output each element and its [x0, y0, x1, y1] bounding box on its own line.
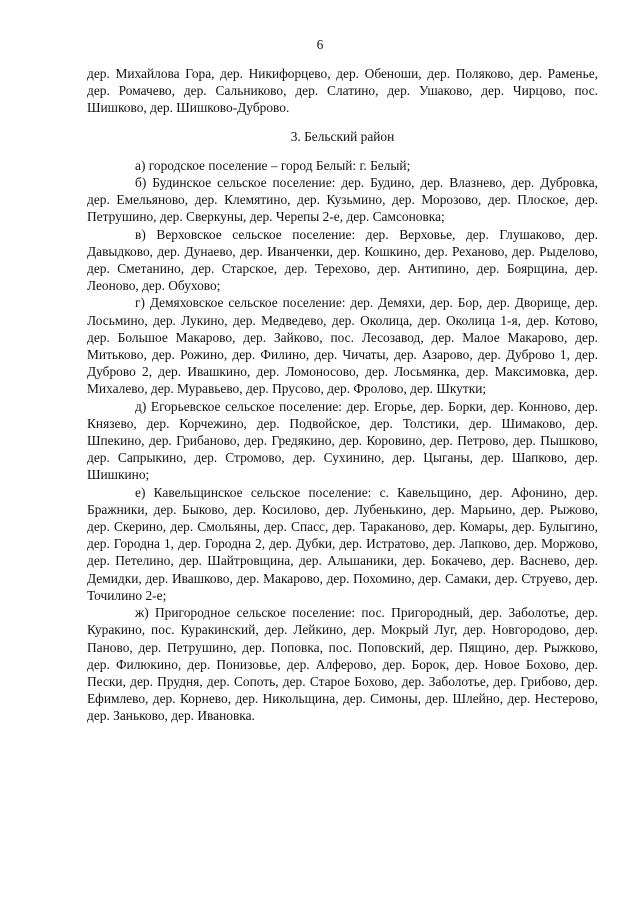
settlement-paragraph-v: в) Верховское сельское поселение: дер. Верховье, дер. Глушаково, дер. Давыдково, дер. Дунаево, дер. Иванченки, дер. Кошкино, дер. Реханово, дер. Рыделово, дер. Сметанино, дер. Старское, дер. Терехово, дер. Антипино, дер. Боярщина, дер. Леоново, дер. Обухово; [87, 226, 598, 294]
settlement-paragraph-b: б) Будинское сельское поселение: дер. Будино, дер. Влазнево, дер. Дубровка, дер. Емельяново, дер. Клемятино, дер. Кузьмино, дер. Морозово, дер. Плоское, дер. Петрушино, дер. Сверкуны, дер. Черепы 2-е, дер. Самсоновка; [87, 175, 598, 225]
settlement-paragraph-d: д) Егорьевское сельское поселение: дер. Егорье, дер. Борки, дер. Конново, дер. Князево, дер. Корчежино, дер. Подвойское, дер. Толстики, дер. Шимаково, дер. Шпекино, дер. Грибаново, дер. Гредякино, дер. Коровино, дер. Петрово, дер. Пышково, дер. Сапрыкино, дер. Стромово, дер. Сухинино, дер. Цыганы, дер. Шапково, дер. Шишкино; [87, 398, 598, 483]
section-title: 3. Бельский район [290, 128, 395, 144]
page-number: 6 [316, 37, 324, 52]
settlement-paragraph-zh: ж) Пригородное сельское поселение: пос. Пригородный, дер. Заболотье, дер. Куракино, пос. Куракинский, дер. Лейкино, дер. Мокрый Луг, дер. Новгородово, дер. Паново, дер. Петрушино, дер. Поповка, пос. Поповский, дер. Пящино, дер. Рыжково, дер. Филюкино, дер. Понизовье, дер. Алферово, дер. Борок, дер. Новое Бохово, дер. Пески, дер. Прудня, дер. Сопоть, дер. Старое Бохово, дер. Заболотье, дер. Грибово, дер. Ефимлево, дер. Корнево, дер. Никольщина, дер. Симоны, дер. Шлейно, дер. Нестерово, дер. Заньково, дер. Ивановка. [87, 605, 598, 724]
settlement-paragraph-e: е) Кавельщинское сельское поселение: с. Кавельщино, дер. Афонино, дер. Бражники, дер. Быково, дер. Косилово, дер. Лубенькино, дер. Марьино, дер. Рыжово, дер. Скерино, дер. Смольяны, дер. Спасс, дер. Тараканово, дер. Комары, дер. Булыгино, дер. Городна 1, дер. Городна 2, дер. Дубки, дер. Истратово, дер. Лапково, дер. Моржово, дер. Петелино, дер. Шайтровщина, дер. Альшаники, дер. Бокачево, дер. Васнево, дер. Демидки, дер. Ивашково, дер. Макарово, дер. Похомино, дер. Самаки, дер. Струево, дер. Точилино 2-е; [87, 484, 598, 603]
document-body [87, 65, 598, 725]
settlement-paragraph-a: а) городское поселение – город Белый: г. Белый; [135, 157, 411, 173]
intro-paragraph: дер. Михайлова Гора, дер. Никифорцево, дер. Обеноши, дер. Поляково, дер. Раменье, дер. Ромачево, дер. Сальниково, дер. Слатино, дер. Ушаково, дер. Чирцово, пос. Шишково, дер. Шишково-Дуброво. [87, 66, 598, 116]
settlement-paragraph-g: г) Демяховское сельское поселение: дер. Демяхи, дер. Бор, дер. Дворище, дер. Лосьмино, дер. Лукино, дер. Медведево, дер. Околица, дер. Околица 1-я, дер. Котово, дер. Большое Макарово, дер. Зайково, пос. Лесозавод, дер. Малое Макарово, дер. Митьково, дер. Рожино, дер. Филино, дер. Чичаты, дер. Азарово, дер. Дуброво 1, дер. Дуброво 2, дер. Ивашкино, дер. Ломоносово, дер. Лосьмянка, дер. Максимовка, дер. Михалево, дер. Муравьево, дер. Прусово, дер. Фролово, дер. Шкутки; [87, 295, 598, 397]
